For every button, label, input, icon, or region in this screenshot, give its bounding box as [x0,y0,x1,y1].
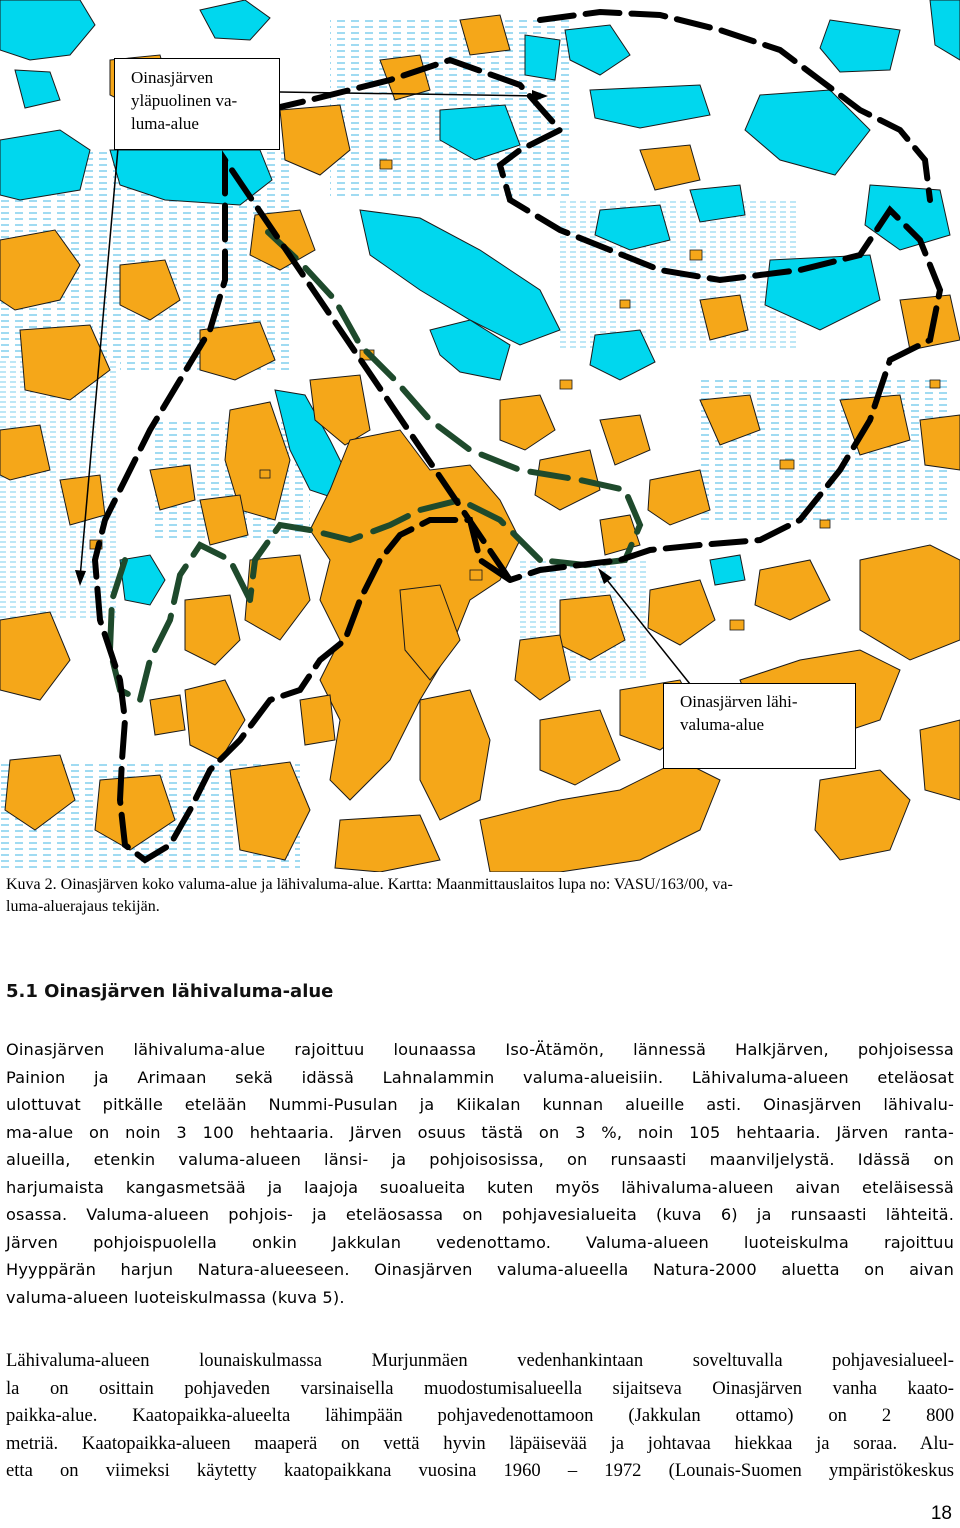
paragraph-line: Järven pohjoispuolella onkin Jakkulan vedenottamo. Valuma-alueen luoteiskulma rajoittuu [6,1232,954,1252]
upper-catchment-callout: Oinasjärven yläpuolinen va- luma-alue [114,58,280,150]
paragraph-line: Lähivaluma-alueen lounaiskulmassa Murjunmäen vedenhankintaan soveltuvalla pohjavesialueel- [6,1350,954,1371]
paragraph-line: osassa. Valuma-alueen pohjois- ja eteläosassa on pohjavesialueita (kuva 6) ja runsaasti lähteitä. [6,1205,954,1224]
paragraph-line: Hyyppärän harjun Natura-alueeseen. Oinasjärven valuma-alueella Natura-2000 aluetta on aivan [6,1260,954,1279]
near-catchment-callout: Oinasjärven lähi- valuma-alue [663,683,856,769]
paragraph-line: la on osittain pohjaveden varsinaisella muodostumisalueella sijaitseva Oinasjärven vanha kaato- [6,1377,954,1399]
paragraph-line: etta on viimeksi käytetty kaatopaikkana vuosina 1960 – 1972 (Lounais-Suomen ympäristökeskus [6,1460,954,1481]
paragraph-line: Painion ja Arimaan sekä idässä Lahnalammin valuma-alueisiin. Lähivaluma-alueen eteläosat [6,1067,954,1087]
paragraph-line: ulottuvat pitkälle etelään Nummi-Pusulan ja Kiikalan kunnan alueille asti. Oinasjärven lähivalu- [6,1095,954,1114]
paragraph-line: harjumaista kangasmetsää ja laajoja suoalueita kuten myös lähivaluma-alueen aivan eteläisessä [6,1177,954,1197]
paragraph-line: metriä. Kaatopaikka-alueen maaperä on vettä hyvin läpäisevää ja johtavaa hiekkaa ja soraa. Alu- [6,1432,954,1454]
paragraph-2 [6,1347,954,1485]
paragraph-line: valuma-alueen luoteiskulmassa (kuva 5). [6,1287,345,1307]
paragraph-line: paikka-alue. Kaatopaikka-alueelta lähimpään pohjavedenottamoon (Jakkulan ottamo) on 2 800 [6,1405,954,1426]
page-number: 18 [930,1503,952,1524]
section-heading: 5.1 Oinasjärven lähivaluma-alue [6,981,334,1002]
paragraph-line: alueilla, etenkin valuma-alueen länsi- ja pohjoisosissa, on runsaasti maanviljelystä. Idässä on [6,1150,954,1169]
paragraph-line: Oinasjärven lähivaluma-alue rajoittuu lounaassa Iso-Ätämön, lännessä Halkjärven, pohjoisessa [6,1040,954,1059]
paragraph-1 [6,1036,954,1311]
figure-caption: Kuva 2. Oinasjärven koko valuma-alue ja lähivaluma-alue. Kartta: Maanmittauslaitos lupa no: VASU/163/00, va- luma-aluerajaus tekijän. [6,876,733,915]
paragraph-line: ma-alue on noin 3 100 hehtaaria. Järven osuus tästä on 3 %, noin 105 hehtaaria. Järven ranta- [6,1122,954,1142]
